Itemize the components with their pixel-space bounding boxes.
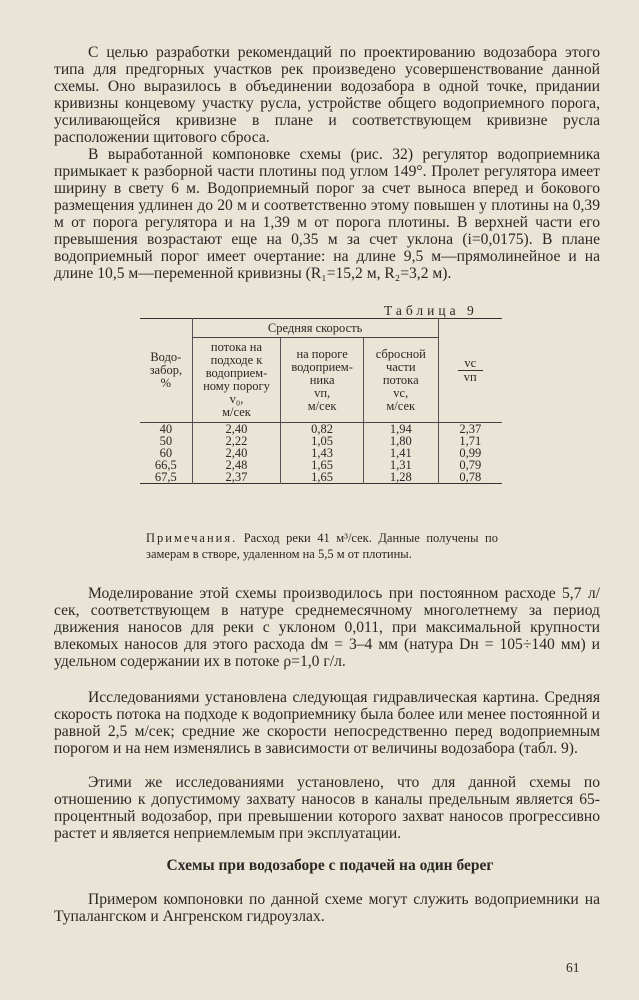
table-caption: Таблица 9 xyxy=(384,303,478,318)
paragraph-1: С целью разработки рекомендаций по проектированию водозабора этого типа для предгорных участков рек произведено усовершенствование данной схемы. Оно выразилось в объединении водозабора в одной точке, придании кривизны концевому участку русла, устройстве общего водоприемного порога, усиливающейся кривизне в плане и соответствующем кривизне русла расположении щитового сброса. xyxy=(54,44,600,146)
header-ratio xyxy=(438,319,502,423)
column-vc-values: 1,94 1,80 1,41 1,31 1,28 xyxy=(363,423,438,484)
column-v0-values: 2,40 2,22 2,40 2,48 2,37 xyxy=(192,423,281,484)
header-v0: потока на подходе к водоприем- ному порогу v₀, м/сек xyxy=(192,338,281,423)
header-vp: на пороге водоприем- ника vп, м/сек xyxy=(281,338,364,423)
paragraph-6: Примером компоновки по данной схеме могут служить водоприемники на Тупалангском и Ангренском гидроузлах. xyxy=(54,891,600,925)
note-text: Расход реки 41 м³/сек. Данные получены по замерам в створе, удаленном на 5,5 м от плотины. xyxy=(146,531,498,561)
note-lead: Примечания. xyxy=(146,531,238,545)
page-number: 61 xyxy=(566,960,580,975)
header-group-velocity: Средняя скорость xyxy=(192,319,438,338)
ratio-denominator: vп xyxy=(463,370,477,384)
column-vodozabor-values: 40 50 60 66,5 67,5 xyxy=(154,422,177,484)
table-9 xyxy=(140,318,502,484)
ratio-fraction xyxy=(458,357,483,384)
ratio-numerator: vс xyxy=(458,357,483,371)
table-note xyxy=(146,530,498,562)
paragraph-2: В выработанной компоновке схемы (рис. 32) регулятор водоприемника примыкает к разборной части плотины под углом 149°. Пролет регулятора имеет ширину в свету 6 м. Водоприемный порог за счет выноса вперед и бокового размещения удлинен до 20 м и соответственно этому повышен у плотины на 0,39 м от порога регулятора и на 1,39 м от порога плотины. В верхней части его превышения возрастают еще на 0,35 м за счет уклона (i=0,0175). В плане водоприемный порог имеет очертание: на длине 9,5 м—прямолинейное и на длине 10,5 м—переменной кривизны (R₁=15,2 м, R₂=3,2 м). xyxy=(54,146,600,282)
paragraph-3: Моделирование этой схемы производилось при постоянном расходе 5,7 л/сек, соответствующем в натуре среднемесячному многолетнему за период движения наносов для реки с уклоном 0,011, при максимальной крупности влекомых наносов для этого расхода dм = 3–4 мм (натура Dн = 105÷140 мм) и удельном содержании их в потоке ρ=1,0 г/л. xyxy=(54,585,600,670)
column-ratio-values: 2,37 1,71 0,99 0,79 0,78 xyxy=(438,423,502,484)
header-vc: сбросной части потока vс, м/сек xyxy=(363,338,438,423)
header-vodozabor: Водо- забор, % xyxy=(140,319,192,423)
paragraph-5: Этими же исследованиями установлено, что для данной схемы по отношению к допустимому захвату наносов в каналы предельным является 65-процентный водозабор, при превышении которого захват наносов прогрессивно растет и является неприемлемым при эксплуатации. xyxy=(54,774,600,842)
column-vp-values: 0,82 1,05 1,43 1,65 1,65 xyxy=(281,423,364,484)
section-heading: Схемы при водозаборе с подачей на один берег xyxy=(166,857,494,874)
paragraph-4: Исследованиями установлена следующая гидравлическая картина. Средняя скорость потока на подходе к водоприемнику была более или менее постоянной и равной 2,5 м/сек; средние же скорости непосредственно перед водоприемным порогом и на нем изменялись в зависимости от величины водозабора (табл. 9). xyxy=(54,689,600,757)
